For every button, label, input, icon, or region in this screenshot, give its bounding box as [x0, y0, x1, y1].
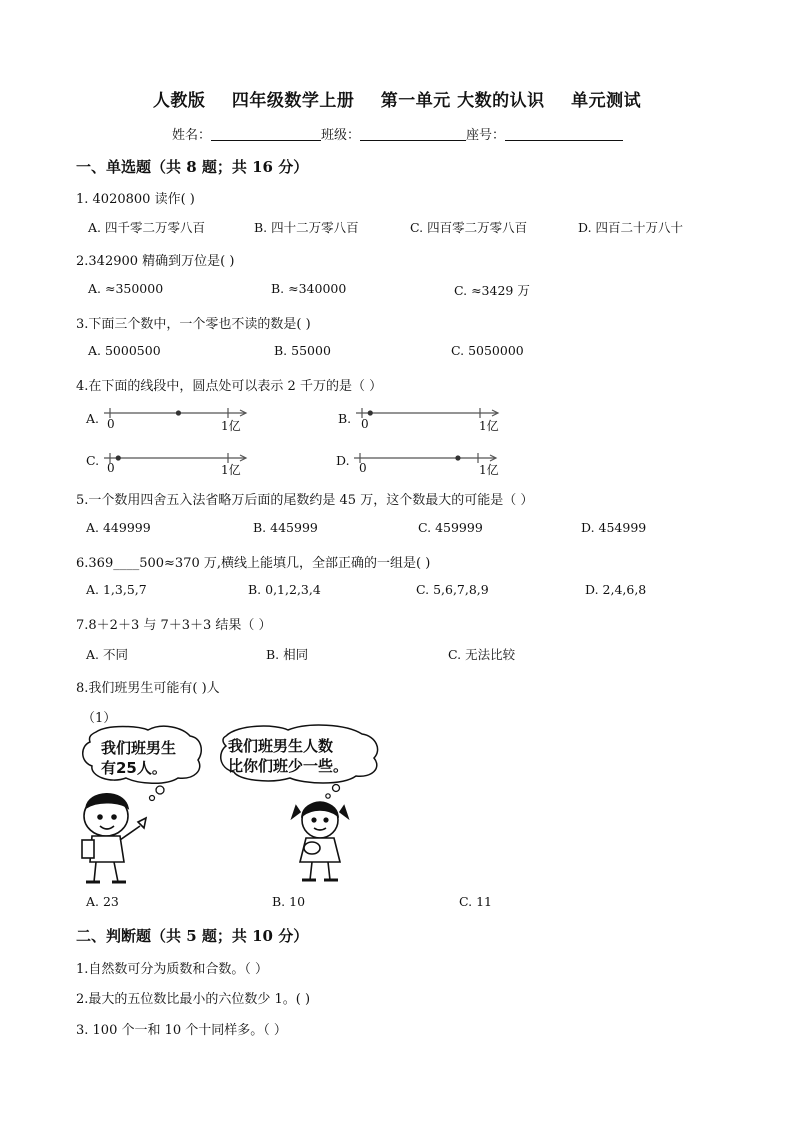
q7-option-b[interactable]: B. 相同 — [266, 647, 309, 662]
q8-option-a[interactable]: A. 23 — [86, 894, 119, 909]
q1-option-a[interactable]: A. 四千零二万零八百 — [88, 220, 205, 235]
q8-option-b[interactable]: B. 10 — [272, 894, 306, 909]
numline-b-end-label: 1亿 — [479, 419, 499, 433]
numline-c-end-label: 1亿 — [221, 463, 241, 477]
title-part-edition: 人教版 — [152, 91, 206, 111]
q1-option-c[interactable]: C. 四百零二万零八百 — [410, 220, 528, 235]
q6-option-d[interactable]: D. 2,4,6,8 — [585, 582, 647, 597]
girl-figure — [292, 802, 348, 880]
question-8: 8.我们班男生可能有( )人 — [76, 681, 220, 696]
q2-option-a[interactable]: A. ≈350000 — [88, 281, 164, 296]
q5-option-b[interactable]: B. 445999 — [253, 520, 318, 535]
tf-question-1: 1.自然数可分为质数和合数。（ ） — [76, 962, 269, 977]
q3-option-c[interactable]: C. 5050000 — [451, 343, 524, 358]
question-6: 6.369____500≈370 万,横线上能填几，全部正确的一组是( ) — [76, 556, 431, 571]
title-part-unit: 第一单元 大数的认识 — [380, 91, 545, 111]
girl-speech-line-1: 我们班男生人数 — [228, 737, 334, 755]
boy-speech-text — [101, 738, 176, 778]
girl-speech-line-2: 比你们班少一些。 — [228, 757, 349, 775]
q6-option-b[interactable]: B. 0,1,2,3,4 — [248, 582, 321, 597]
boy-speech-line-2: 有25人。 — [101, 759, 167, 777]
number-line-dot — [455, 455, 460, 460]
question-1: 1. 4020800 读作( ) — [76, 192, 195, 207]
title-part-test: 单元测试 — [571, 91, 642, 111]
q6-option-a[interactable]: A. 1,3,5,7 — [86, 582, 147, 597]
q6-option-c[interactable]: C. 5,6,7,8,9 — [416, 582, 489, 597]
q4-option-c[interactable]: C. — [86, 453, 100, 468]
q1-option-b[interactable]: B. 四十二万零八百 — [254, 220, 359, 235]
tf-question-3: 3. 100 个一和 10 个十同样多。（ ） — [76, 1023, 287, 1038]
q8-option-c[interactable]: C. 11 — [459, 894, 492, 909]
girl-speech-text — [228, 736, 348, 776]
page-title — [0, 86, 794, 111]
q4-option-d[interactable]: D. — [336, 453, 350, 468]
boy-speech-line-1: 我们班男生 — [101, 739, 177, 757]
class-field[interactable] — [360, 126, 466, 141]
question-4: 4.在下面的线段中，圆点处可以表示 2 千万的是（ ） — [76, 379, 383, 394]
q2-option-c[interactable]: C. ≈3429 万 — [454, 283, 530, 298]
numline-b-zero-label: 0 — [361, 417, 369, 431]
boy-figure — [82, 794, 146, 882]
q5-option-d[interactable]: D. 454999 — [581, 520, 647, 535]
q2-option-b[interactable]: B. ≈340000 — [271, 281, 347, 296]
seat-label: 座号： — [466, 128, 506, 143]
class-label: 班级： — [321, 128, 361, 143]
q1-option-d[interactable]: D. 四百二十万八十 — [578, 220, 684, 235]
numline-a-zero-label: 0 — [107, 417, 115, 431]
numline-c-zero-label: 0 — [107, 461, 115, 475]
q3-option-b[interactable]: B. 55000 — [274, 343, 331, 358]
q5-option-a[interactable]: A. 449999 — [86, 520, 151, 535]
numline-a-end-label: 1亿 — [221, 419, 241, 433]
name-label: 姓名： — [172, 128, 212, 143]
question-2: 2.342900 精确到万位是( ) — [76, 254, 235, 269]
number-line-dot — [176, 410, 181, 415]
number-line-dot — [116, 455, 121, 460]
student-info-line — [172, 124, 623, 143]
q4-option-b[interactable]: B. — [338, 411, 352, 426]
number-line-dot — [368, 410, 373, 415]
q3-option-a[interactable]: A. 5000500 — [88, 343, 161, 358]
q4-option-a[interactable]: A. — [86, 411, 100, 426]
question-3: 3.下面三个数中，一个零也不读的数是( ) — [76, 317, 311, 332]
title-part-grade: 四年级数学上册 — [231, 91, 355, 111]
tf-question-2: 2.最大的五位数比最小的六位数少 1。( ) — [76, 992, 311, 1007]
name-field[interactable] — [211, 126, 321, 141]
section-title-single-choice: 一、单选题（共 8 题；共 16 分） — [76, 158, 309, 176]
numline-d-end-label: 1亿 — [479, 463, 499, 477]
q5-option-c[interactable]: C. 459999 — [418, 520, 483, 535]
q8-sub-label: （1） — [82, 711, 117, 726]
q7-option-c[interactable]: C. 无法比较 — [448, 647, 516, 662]
question-5: 5.一个数用四舍五入法省略万后面的尾数约是 45 万，这个数最大的可能是（ ） — [76, 493, 534, 508]
seat-field[interactable] — [505, 126, 623, 141]
numline-d-zero-label: 0 — [359, 461, 367, 475]
question-7: 7.8＋2＋3 与 7＋3＋3 结果（ ） — [76, 618, 272, 633]
section-title-true-false: 二、判断题（共 5 题；共 10 分） — [76, 927, 309, 945]
q7-option-a[interactable]: A. 不同 — [86, 647, 128, 662]
